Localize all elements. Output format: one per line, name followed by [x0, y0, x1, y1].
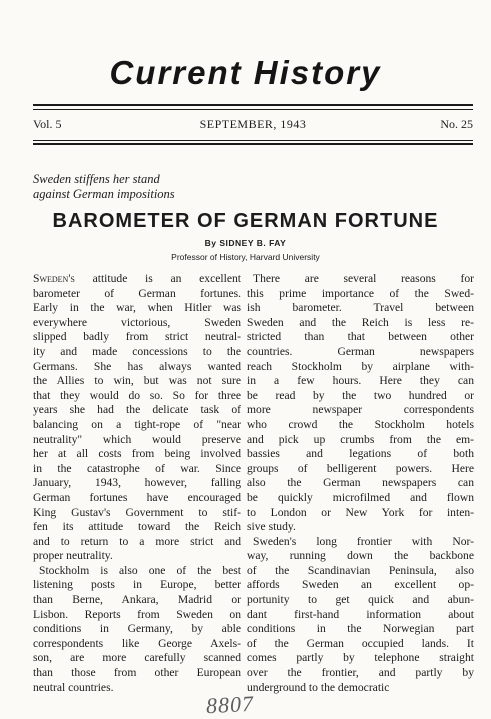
column-line: the Allies to win, but was not sure	[33, 374, 241, 388]
column-line: be read by the two hundred or	[247, 388, 474, 402]
masthead-rule-top-thin	[33, 109, 473, 110]
column-line: dant first-hand information about	[247, 607, 474, 621]
column-line: fen its attitude toward the Reich	[33, 520, 241, 534]
column-line: reach Stockholm by airplane with-	[247, 359, 474, 373]
column-line: German fortunes have encouraged	[33, 490, 241, 504]
column-line: Sweden and the Reich is less re-	[247, 315, 474, 329]
column-line: There are several reasons for	[253, 272, 474, 285]
column-line: slipped badly from strict neutral-	[33, 330, 241, 344]
issue-rule-thin	[33, 140, 473, 141]
kicker-line-1: Sweden stiffens her stand	[33, 172, 160, 186]
column-line: stricted than that between other	[247, 330, 474, 344]
masthead-title: Current History	[109, 54, 382, 91]
column-line: years she had the delicate task of	[33, 403, 241, 417]
column-line: more newspaper correspondents	[247, 403, 474, 417]
issue-number: No. 25	[440, 117, 473, 131]
column-line: conditions in the Norwegian part	[247, 622, 474, 636]
kicker-line-2: against German impositions	[33, 187, 175, 201]
issue-rule-bottom	[33, 143, 473, 145]
column-line: listening posts in Europe, better	[33, 578, 241, 592]
column-line: over the frontier, and partly by	[247, 666, 474, 680]
column-line: Lisbon. Reports from Sweden on	[33, 607, 241, 621]
column-line: and to return to a more strict and	[33, 534, 241, 548]
article-column-right	[247, 272, 474, 695]
column-line: groups of belligerent powers. Here	[247, 461, 474, 475]
column-line: correspondents like George Axels-	[33, 636, 241, 650]
column-line: of the Scandinavian Peninsula, also	[247, 563, 474, 577]
column-line: conditions in Germany, by able	[33, 622, 241, 636]
column-line: everywhere victorious, Sweden	[33, 315, 241, 329]
column-line: Sweden's attitude is an excellent	[33, 272, 241, 285]
column-line: balancing on a tight-rope of "near	[33, 417, 241, 431]
column-line: January, 1943, however, falling	[33, 476, 241, 490]
column-line: ity and made concessions to the	[33, 344, 241, 358]
column-line: Stockholm is also one of the best	[39, 563, 241, 577]
article-byline: By SIDNEY B. FAY	[204, 238, 287, 248]
column-line: her at all costs from being involved	[33, 447, 241, 461]
column-line: this prime importance of the Swed-	[247, 286, 474, 300]
column-line: be quickly microfilmed and flown	[247, 490, 474, 504]
column-line: sive study.	[247, 520, 296, 534]
column-line: bassies and legations of both	[247, 447, 474, 461]
issue-volume: Vol. 5	[33, 117, 62, 131]
column-line: Early in the war, when Hitler was	[33, 301, 241, 315]
issue-date: SEPTEMBER, 1943	[199, 117, 307, 131]
column-line: also the German newspapers can	[247, 476, 474, 490]
column-line: barometer of German fortunes.	[33, 286, 241, 300]
column-line: portunity to get quick and abun-	[247, 593, 474, 607]
column-line: in a few hours. Here they can	[247, 374, 474, 388]
article-headline: BAROMETER OF GERMAN FORTUNE	[52, 210, 439, 232]
column-line: and pick up crumbs from the em-	[247, 432, 474, 446]
column-line: who crowd the Stockholm hotels	[247, 417, 474, 431]
column-line: way, running down the backbone	[247, 549, 474, 563]
article-kicker	[33, 172, 233, 202]
column-line: of the German occupied lands. It	[247, 636, 474, 650]
column-line: in the catastrophe of war. Since	[33, 461, 241, 475]
column-line: neutral countries.	[33, 680, 114, 694]
column-line: Sweden's long frontier with Nor-	[253, 534, 474, 548]
column-line: ish barometer. Travel between	[247, 301, 474, 315]
issue-line	[33, 117, 473, 133]
author-affiliation: Professor of History, Harvard University	[171, 252, 320, 262]
column-line: than those from other European	[33, 666, 241, 680]
column-line: underground to the democratic	[247, 680, 390, 694]
column-line: son, are more carefully scanned	[33, 651, 241, 665]
column-line: Germans. She has always wanted	[33, 359, 241, 373]
column-line: neutrality" which would preserve	[33, 432, 241, 446]
column-line: than Berne, Ankara, Madrid or	[33, 593, 241, 607]
column-line: countries. German newspapers	[247, 344, 474, 358]
masthead-rule-top	[33, 104, 473, 106]
column-line: proper neutrality.	[33, 549, 113, 563]
article-column-left	[33, 272, 241, 695]
drop-word: Sweden's	[33, 272, 75, 285]
column-line: that they would do so. So for three	[33, 388, 241, 402]
column-line: King Gustav's Government to stif-	[33, 505, 241, 519]
column-line: to London or New York for inten-	[247, 505, 474, 519]
library-stamp: 8807	[205, 690, 255, 719]
column-line: affords Sweden an excellent op-	[247, 578, 474, 592]
column-line: comes partly by telephone straight	[247, 651, 474, 665]
